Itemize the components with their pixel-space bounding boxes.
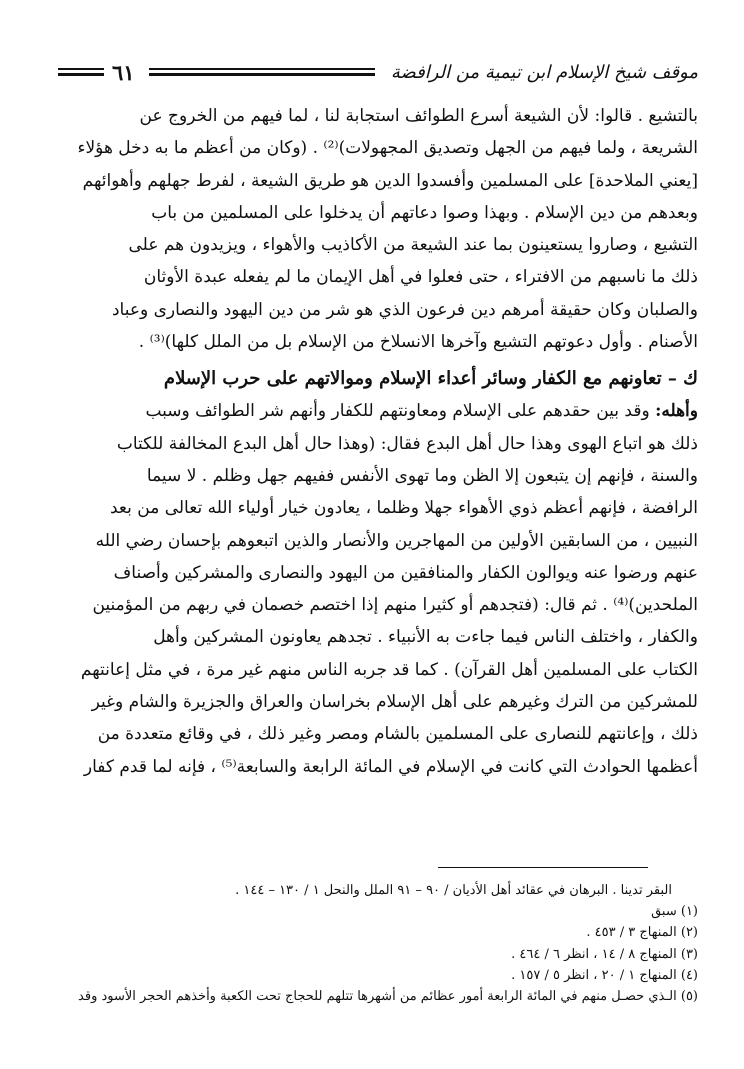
running-title: موقف شيخ الإسلام ابن تيمية من الرافضة xyxy=(390,61,698,83)
text-line: والصلبان وكان حقيقة أمرهم دين فرعون الذي هو شر من دين اليهود والنصارى وعباد xyxy=(111,299,698,320)
footnote-item: (١) سبق xyxy=(651,904,698,920)
text-line: وبعدهم من دين الإسلام . وبهذا وصوا دعاتهم أن يدخلوا على المسلمين من باب xyxy=(151,202,698,223)
text-line: ذلك هو اتباع الهوى وهذا حال أهل البدع فقال: (وهذا حال أهل البدع المخالفة للكتاب xyxy=(116,433,698,454)
footnote-item: (٢) المنهاج ٣ / ٤٥٣ . xyxy=(586,925,698,941)
footnotes xyxy=(58,880,698,1007)
main-text xyxy=(58,100,698,783)
page-header xyxy=(58,52,698,92)
text-line: والسنة ، فإنهم إن يتبعون إلا الظن وما تهوى الأنفس ففيهم جهل وظلم . لا سيما xyxy=(146,465,698,486)
text-line: أعظمها الحوادث التي كانت في الإسلام في المائة الرابعة والسابعة⁽⁵⁾ ، فإنه لما قدم كفار xyxy=(83,756,698,777)
text-line: الملحدين)⁽⁴⁾ . ثم قال: (فتجدهم أو كثيرا منهم إذا اختصم خصمان في ربهم من المؤمنين xyxy=(92,595,698,616)
header-end-rule xyxy=(58,68,104,76)
header-rule xyxy=(143,68,381,76)
text-line-content: وقد بين حقدهم على الإسلام ومعاونتهم للكفار وأنهم شر الطوائف وسبب xyxy=(145,401,656,422)
text-line: بالتشيع . قالوا: لأن الشيعة أسرع الطوائف استجابة لنا ، لما فيهم من الخروج عن xyxy=(139,106,698,126)
footnote-item: (٥) الـذي حصـل منهم في المائة الرابعة أمور عظائم من أشهرها تتلهم للحجاج تحت الكعبة وأخذهم الحجر الأسود وقد xyxy=(78,989,698,1005)
text-line xyxy=(58,395,698,427)
section-heading-continued: وأهله: xyxy=(655,401,698,422)
text-line: [يعني الملاحدة] على المسلمين وأفسدوا الدين هو طريق الشيعة ، لفرط جهلهم وأهوائهم xyxy=(82,170,698,191)
footnote-item: (٣) المنهاج ٨ / ١٤ ، انظر ٦ / ٤٦٤ . xyxy=(511,946,698,962)
text-line: ذلك ، وإعانتهم للنصارى على المسلمين بالشام ومصر وغير ذلك ، في وقائع متعددة من xyxy=(97,724,698,745)
text-line: التشيع ، وصاروا يستعينون بما عند الشيعة من الأكاذيب والأهواء ، ويزيدون هم على xyxy=(128,235,698,256)
text-line: الكتاب على المسلمين أهل القرآن) . كما قد جربه الناس منهم غير مرة ، في مثل إعانتهم xyxy=(80,659,698,680)
footnote-divider xyxy=(438,867,648,868)
text-line: النبيين ، من السابقين الأولين من المهاجرين والأنصار والذين اتبعوهم بإحسان رضي الله xyxy=(95,530,698,551)
page-number: ٦١ xyxy=(112,59,135,85)
footnote-item: (٤) المنهاج ١ / ٢٠ ، انظر ٥ / ١٥٧ . xyxy=(511,967,698,983)
text-line: الرافضة ، فإنهم أعظم ذوي الأهواء جهلا وظلما ، يعادون خيار أولياء الله تعالى من بعد xyxy=(110,498,698,519)
text-line: والكفار ، واختلف الناس فيما جاءت به الأنبياء . تجدهم يعاونون المشركين وأهل xyxy=(153,627,698,648)
text-line: ذلك ما ناسبهم من الافتراء ، حتى فعلوا في أهل الإيمان ما لم يفعله عبدة الأوثان xyxy=(143,267,698,288)
footnote-continuation: البقر تدينا . البرهان في عقائد أهل الأديان / ٩٠ – ٩١ الملل والنحل ١ / ١٣٠ – ١٤٤ . xyxy=(235,883,672,898)
text-line: للمشركين من الترك وغيرهم على أهل الإسلام بخراسان والعراق والجزيرة والشام وغير xyxy=(91,692,698,713)
section-heading: ك – تعاونهم مع الكفار وسائر أعداء الإسلام وموالاتهم على حرب الإسلام xyxy=(163,368,698,390)
text-line: عنهم ورضوا عنه ويوالون الكفار والمنافقين من اليهود والنصارى والمشركين وأصناف xyxy=(113,562,698,583)
text-line: الشريعة ، ولما فيهم من الجهل وتصديق المجهولات)⁽²⁾ . (وكان من أعظم ما به دخل هؤلاء xyxy=(77,138,698,159)
text-line: الأصنام . وأول دعوتهم التشيع وآخرها الانسلاخ من الإسلام بل من الملل كلها)⁽³⁾ . xyxy=(138,332,698,353)
